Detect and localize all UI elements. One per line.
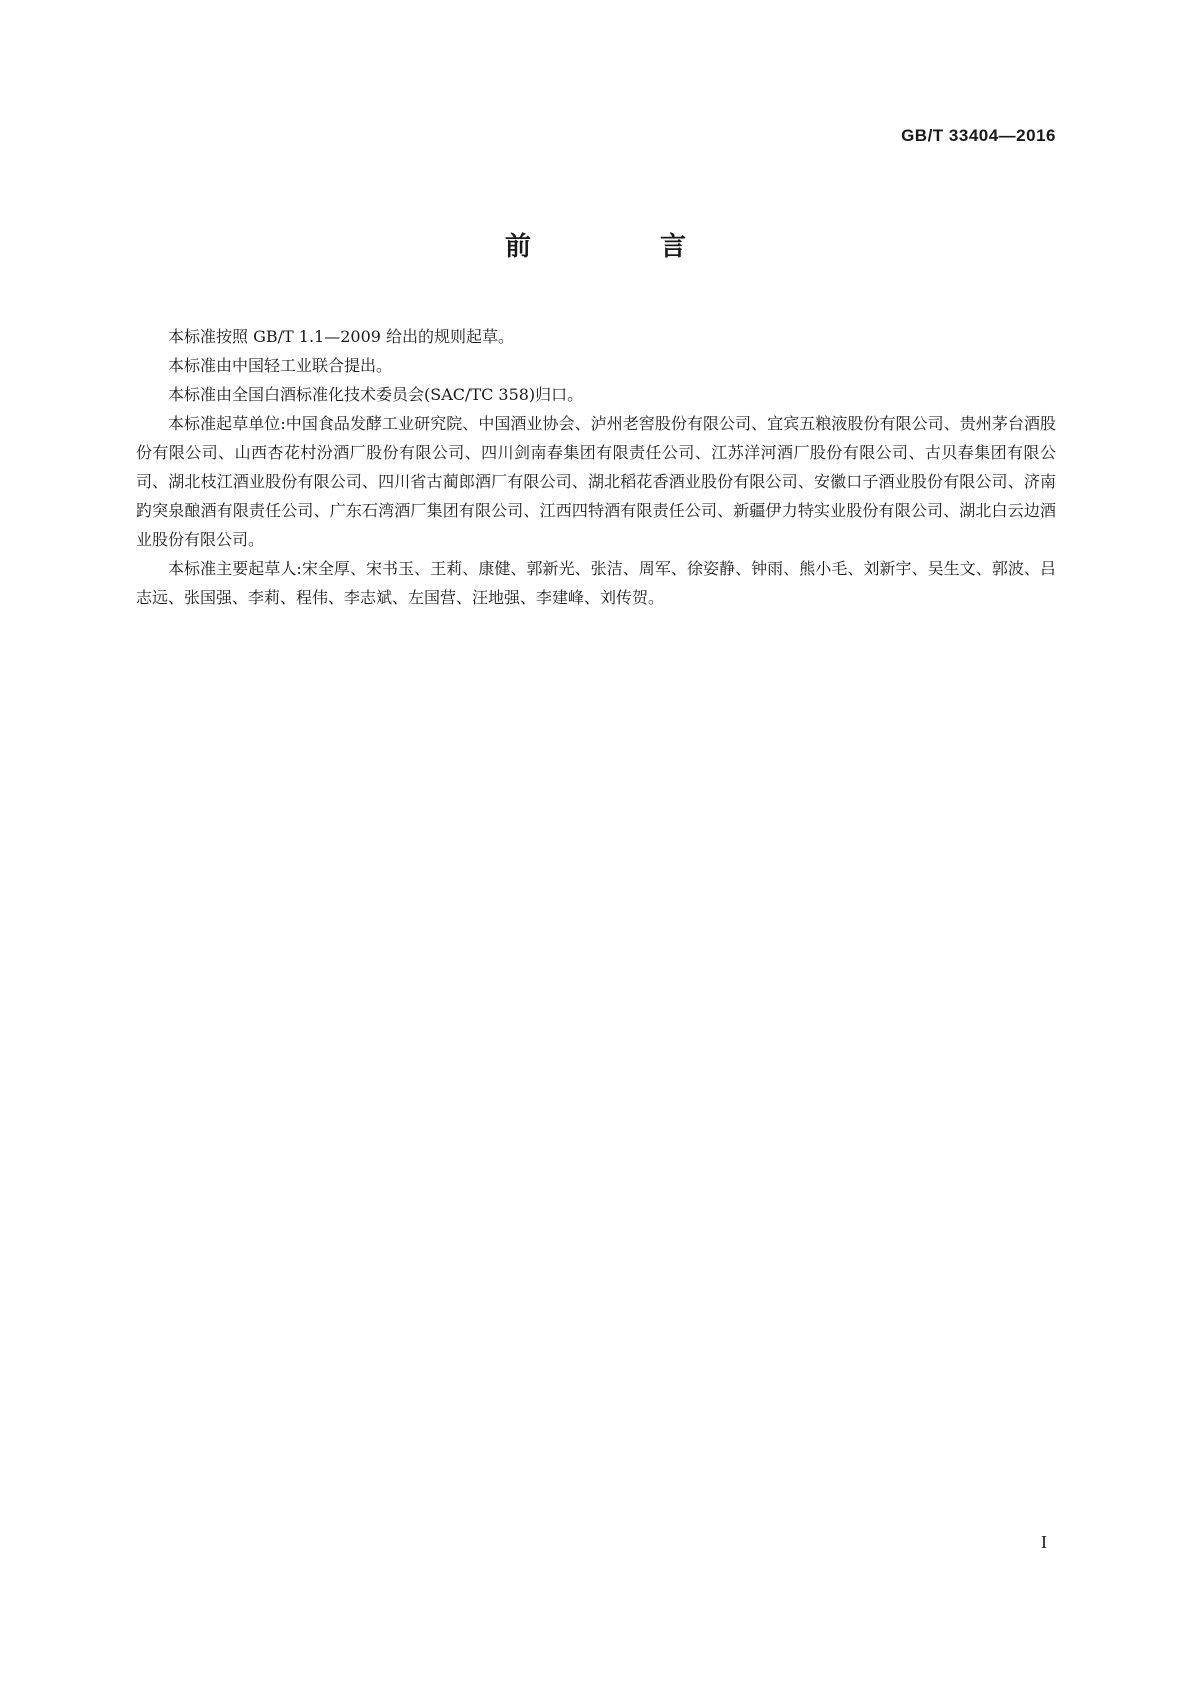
page-number: I <box>1041 1532 1047 1552</box>
page-title: 前 言 <box>504 232 747 262</box>
paragraph-main-drafters: 本标准主要起草人:宋全厚、宋书玉、王莉、康健、郭新光、张洁、周军、徐姿静、钟雨、熊小毛、刘新宇、吴生文、郭波、吕志远、张国强、李莉、程伟、李志斌、左国营、汪地强、李建峰、刘传贺。 <box>136 559 1056 607</box>
paragraph-centralized-by: 本标准由全国白酒标准化技术委员会(SAC/TC 358)归口。 <box>168 385 584 404</box>
standard-number: GB/T 33404—2016 <box>901 126 1056 145</box>
paragraph-drafting-rules: 本标准按照 GB/T 1.1—2009 给出的规则起草。 <box>168 327 515 346</box>
paragraph-drafting-units: 本标准起草单位:中国食品发酵工业研究院、中国酒业协会、泸州老窖股份有限公司、宜宾五粮液股份有限公司、贵州茅台酒股份有限公司、山西杏花村汾酒厂股份有限公司、四川剑南春集团有限责任公司、江苏洋河酒厂股份有限公司、古贝春集团有限公司、湖北枝江酒业股份有限公司、四川省古蔺郎酒厂有限公司、湖北稻花香酒业股份有限公司、安徽口子酒业股份有限公司、济南趵突泉酿酒有限责任公司、广东石湾酒厂集团有限公司、江西四特酒有限责任公司、新疆伊力特实业股份有限公司、湖北白云边酒业股份有限公司。 <box>136 414 1056 549</box>
document-body <box>136 322 1056 612</box>
paragraph-proposed-by: 本标准由中国轻工业联合提出。 <box>168 356 393 375</box>
